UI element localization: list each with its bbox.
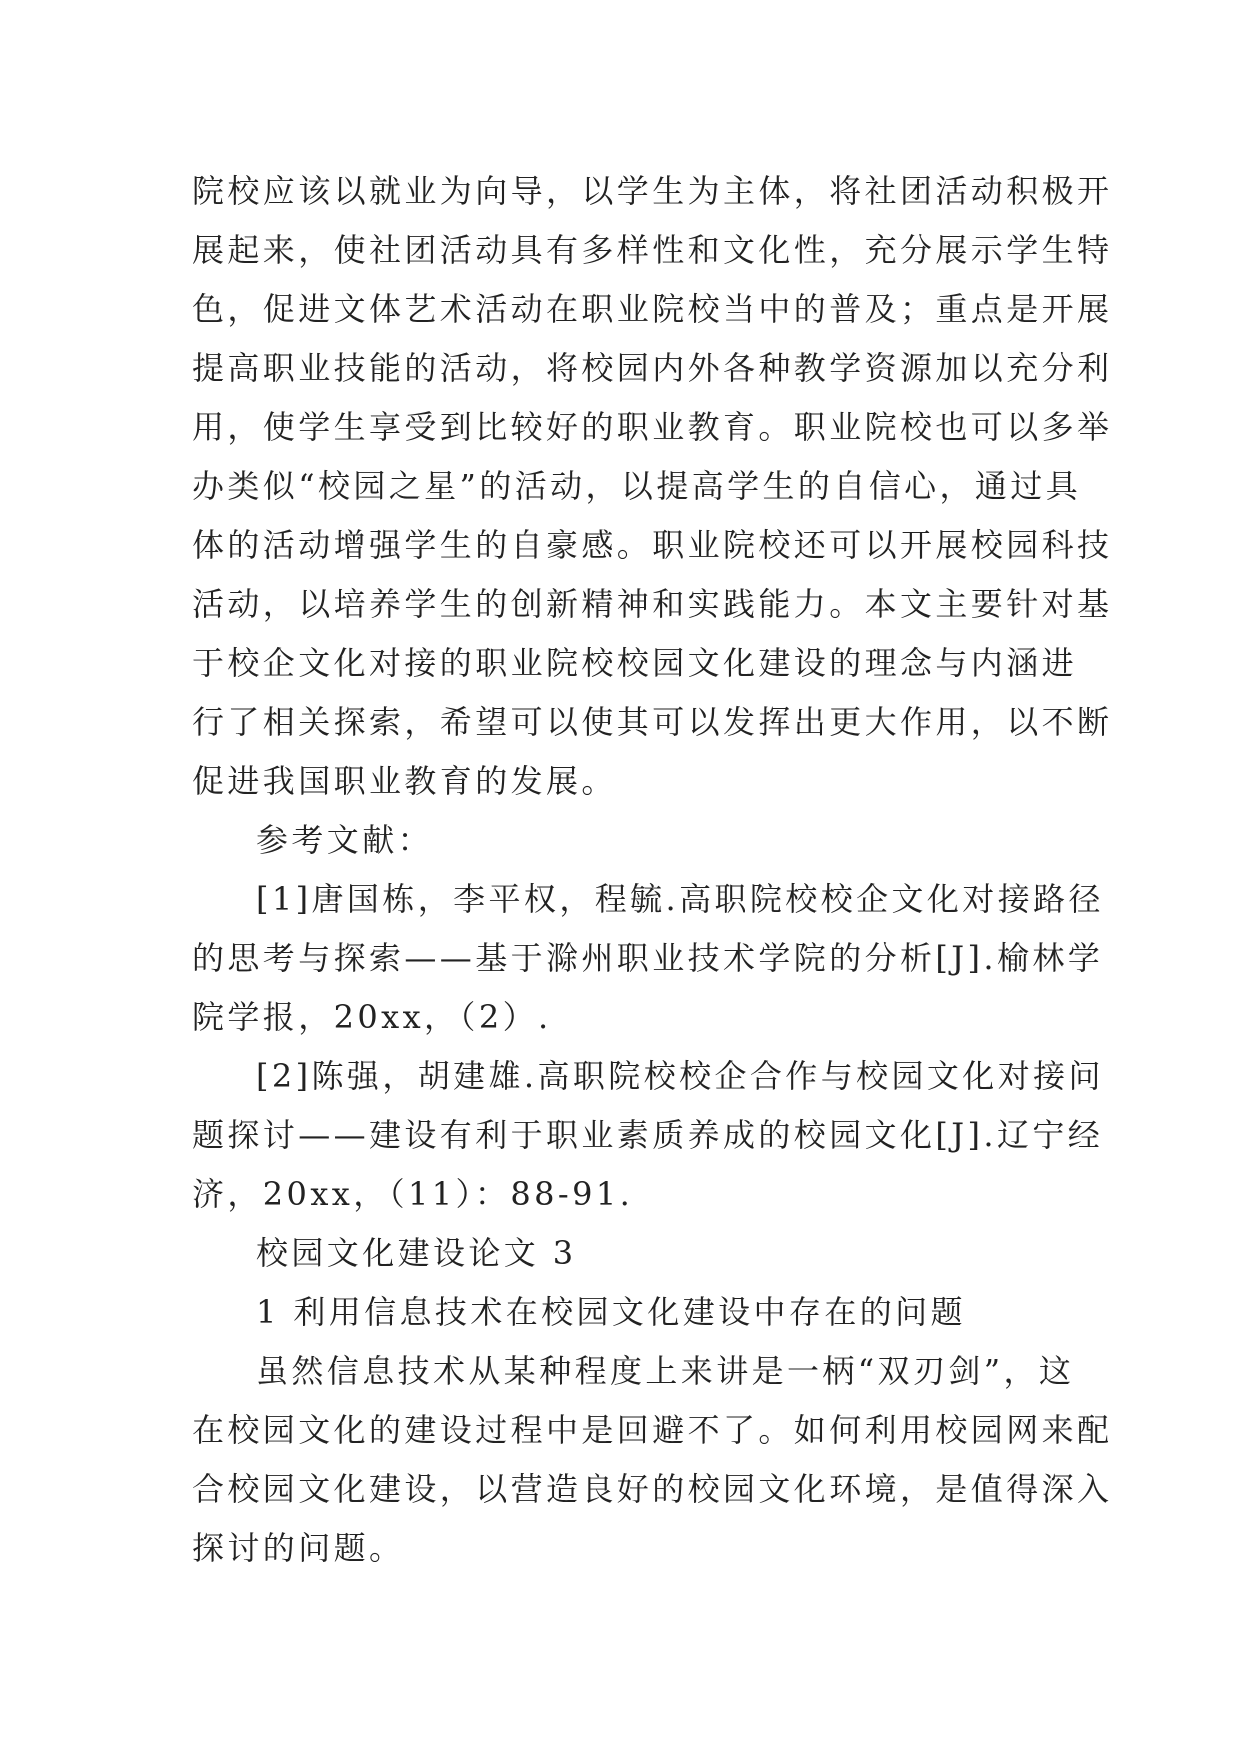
- text-line: 办类似“校园之星”的活动，以提高学生的自信心，通过具: [192, 467, 1082, 505]
- text-line: 题探讨——建设有利于职业素质养成的校园文化[J].辽宁经: [192, 1116, 1104, 1154]
- text-line: 活动，以培养学生的创新精神和实践能力。本文主要针对基: [192, 585, 1113, 623]
- subsection-heading: [192, 1283, 1054, 1342]
- text-line: 探讨的问题。: [192, 1529, 405, 1567]
- body-paragraph-1: [192, 162, 1113, 811]
- text-line: [2]陈强，胡建雄.高职院校校企合作与校园文化对接问: [256, 1057, 1104, 1095]
- text-line: 院校应该以就业为向导，以学生为主体，将社团活动积极开: [192, 172, 1113, 210]
- text-line: 展起来，使社团活动具有多样性和文化性，充分展示学生特: [192, 231, 1113, 269]
- text-line: 校园文化建设论文 3: [256, 1234, 577, 1272]
- text-line: 1 利用信息技术在校园文化建设中存在的问题: [256, 1293, 966, 1331]
- body-paragraph-2: [192, 1342, 1113, 1578]
- reference-item-2: [192, 1047, 1104, 1224]
- text-line: 合校园文化建设，以营造良好的校园文化环境，是值得深入: [192, 1470, 1113, 1508]
- section-title: [192, 1224, 1054, 1283]
- text-line: 促进我国职业教育的发展。: [192, 762, 617, 800]
- references-heading: [192, 811, 1054, 870]
- text-line: 提高职业技能的活动，将校园内外各种教学资源加以充分利: [192, 349, 1113, 387]
- text-line: 院学报，20xx，（2）.: [192, 998, 552, 1036]
- text-line: 参考文献：: [256, 821, 434, 859]
- text-line: 于校企文化对接的职业院校校园文化建设的理念与内涵进: [192, 644, 1078, 682]
- text-line: 济，20xx，（11）：88-91.: [192, 1175, 634, 1213]
- text-line: 用，使学生享受到比较好的职业教育。职业院校也可以多举: [192, 408, 1113, 446]
- text-line: 虽然信息技术从某种程度上来讲是一柄“双刃剑”，这: [256, 1352, 1075, 1390]
- text-line: 体的活动增强学生的自豪感。职业院校还可以开展校园科技: [192, 526, 1113, 564]
- text-line: 的思考与探索——基于滁州职业技术学院的分析[J].榆林学: [192, 939, 1104, 977]
- text-line: 色，促进文体艺术活动在职业院校当中的普及；重点是开展: [192, 290, 1113, 328]
- text-line: 行了相关探索，希望可以使其可以发挥出更大作用，以不断: [192, 703, 1113, 741]
- text-line: 在校园文化的建设过程中是回避不了。如何利用校园网来配: [192, 1411, 1113, 1449]
- reference-item-1: [192, 870, 1104, 1047]
- document-page: [192, 162, 1113, 1578]
- text-line: [1]唐国栋，李平权，程毓.高职院校校企文化对接路径: [256, 880, 1104, 918]
